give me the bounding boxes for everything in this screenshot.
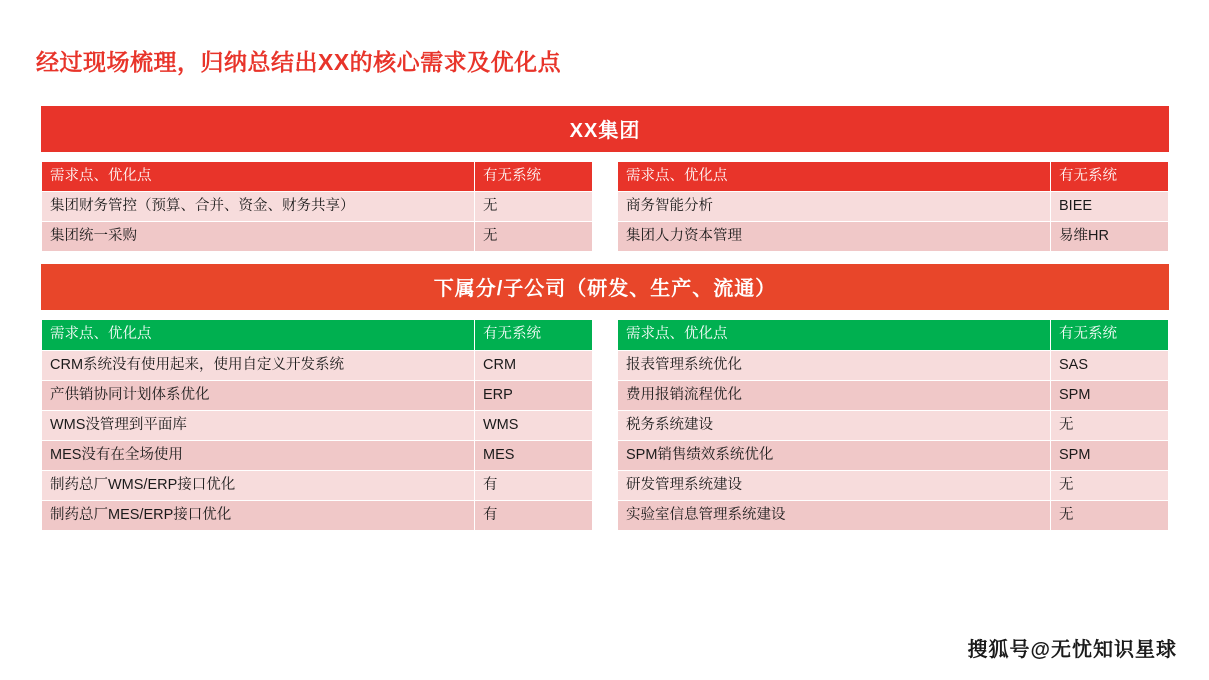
cell-system: SPM [1051,440,1169,470]
section-2-right-table [617,319,1169,531]
cell-system: 无 [1051,471,1169,501]
table-row [618,222,1169,252]
cell-system: 无 [1051,410,1169,440]
section-banner-subsidiary: 下属分/子公司（研发、生产、流通） [41,264,1169,310]
table-row [618,410,1169,440]
column-header-requirement: 需求点、优化点 [618,162,1051,192]
column-header-system: 有无系统 [1051,320,1169,350]
cell-requirement: CRM系统没有使用起来，使用自定义开发系统 [42,350,475,380]
table-row [42,410,593,440]
cell-requirement: WMS没管理到平面库 [42,410,475,440]
table-row [42,471,593,501]
section-banner-group: XX集团 [41,106,1169,152]
cell-system: 无 [1051,501,1169,531]
cell-system: ERP [475,380,593,410]
column-header-requirement: 需求点、优化点 [42,320,475,350]
section-divider [41,252,1169,264]
table-row [42,222,593,252]
cell-requirement: 产供销协同计划体系优化 [42,380,475,410]
cell-system: CRM [475,350,593,380]
cell-system: SPM [1051,380,1169,410]
cell-requirement: 制药总厂WMS/ERP接口优化 [42,471,475,501]
cell-system: 有 [475,501,593,531]
table-row [42,501,593,531]
cell-system: WMS [475,410,593,440]
cell-system: SAS [1051,350,1169,380]
section-2-left-table [41,319,593,531]
cell-requirement: MES没有在全场使用 [42,440,475,470]
cell-system: 无 [475,222,593,252]
content-area [41,106,1169,531]
watermark: 搜狐号@无忧知识星球 [967,639,1177,661]
table-row [618,350,1169,380]
cell-requirement: 实验室信息管理系统建设 [618,501,1051,531]
cell-requirement: 集团人力资本管理 [618,222,1051,252]
table-row [42,440,593,470]
page-title: 经过现场梳理，归纳总结出XX的核心需求及优化点 [36,49,562,75]
table-header-row [618,320,1169,350]
column-header-system: 有无系统 [475,320,593,350]
table-header-row [42,162,593,192]
column-header-requirement: 需求点、优化点 [618,320,1051,350]
section-1-left-table-wrap [41,161,593,252]
table-row [618,440,1169,470]
table-header-row [42,320,593,350]
table-row [42,192,593,222]
column-header-system: 有无系统 [475,162,593,192]
cell-requirement: 制药总厂MES/ERP接口优化 [42,501,475,531]
cell-requirement: 集团统一采购 [42,222,475,252]
section-2-tables [41,319,1169,531]
cell-requirement: 税务系统建设 [618,410,1051,440]
cell-system: BIEE [1051,192,1169,222]
section-1-tables [41,161,1169,252]
cell-requirement: SPM销售绩效系统优化 [618,440,1051,470]
cell-requirement: 费用报销流程优化 [618,380,1051,410]
column-header-system: 有无系统 [1051,162,1169,192]
section-2-left-table-wrap [41,319,593,531]
table-row [42,350,593,380]
section-1-right-table [617,161,1169,252]
table-row [618,501,1169,531]
section-2-right-table-wrap [617,319,1169,531]
cell-system: MES [475,440,593,470]
cell-requirement: 研发管理系统建设 [618,471,1051,501]
table-row [618,471,1169,501]
table-header-row [618,162,1169,192]
table-row [42,380,593,410]
table-row [618,380,1169,410]
cell-requirement: 集团财务管控（预算、合并、资金、财务共享） [42,192,475,222]
table-row [618,192,1169,222]
cell-requirement: 商务智能分析 [618,192,1051,222]
section-1-left-table [41,161,593,252]
cell-system: 易维HR [1051,222,1169,252]
cell-system: 无 [475,192,593,222]
cell-requirement: 报表管理系统优化 [618,350,1051,380]
section-1-right-table-wrap [617,161,1169,252]
column-header-requirement: 需求点、优化点 [42,162,475,192]
cell-system: 有 [475,471,593,501]
